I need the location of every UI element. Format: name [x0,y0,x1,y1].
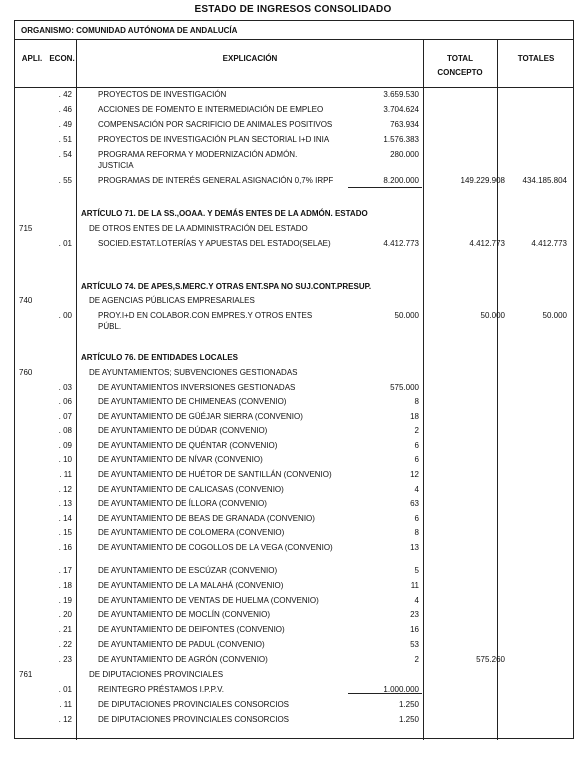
column-divider [497,40,498,740]
description-cell: DE AYUNTAMIENTO DE DEIFONTES (CONVENIO) [98,625,285,634]
group-title: DE DIPUTACIONES PROVINCIALES [89,670,224,679]
column-divider [76,40,77,740]
description-cell: DE AYUNTAMIENTO DE QUÉNTAR (CONVENIO) [98,441,278,450]
econ-cell: . 01 [58,685,72,694]
econ-cell: . 10 [58,455,72,464]
description-cell: DE AYUNTAMIENTO DE ESCÚZAR (CONVENIO) [98,566,278,575]
total-concepto-cell: 149.229.908 [460,176,505,185]
description-cell: PROY.I+D EN COLABOR.CON EMPRES.Y OTROS ENTES PÚBL. [98,311,313,331]
amount-cell: 1.250 [398,715,419,724]
total-concepto-cell: 575.260 [476,655,505,664]
econ-cell: . 42 [58,90,72,99]
description-cell: DE AYUNTAMIENTO DE BEAS DE GRANADA (CONVENIO) [98,514,315,523]
econ-cell: . 16 [58,543,72,552]
amount-cell: 4 [414,596,419,605]
econ-cell: . 21 [58,625,72,634]
econ-cell: . 12 [58,715,72,724]
amount-cell: 3.659.530 [383,90,419,99]
totales-cell: 434.185.804 [522,176,567,185]
amount-cell: 4 [414,485,419,494]
amount-cell: 11 [410,581,419,590]
econ-cell: . 22 [58,640,72,649]
header-total-concepto-2: CONCEPTO [437,68,483,77]
description-cell: DE DIPUTACIONES PROVINCIALES CONSORCIOS [98,715,289,724]
econ-cell: . 49 [58,120,72,129]
organismo-label: ORGANISMO: COMUNIDAD AUTÓNOMA DE ANDALUCÍA [15,21,573,40]
description-cell: DE AYUNTAMIENTO DE VENTAS DE HUELMA (CONVENIO) [98,596,319,605]
amount-cell: 5 [414,566,419,575]
econ-cell: . 03 [58,383,72,392]
header-explicacion: EXPLICACIÓN [222,54,278,63]
econ-cell: . 14 [58,514,72,523]
econ-cell: . 15 [58,528,72,537]
description-cell: DE AYUNTAMIENTO DE AGRÓN (CONVENIO) [98,655,268,664]
econ-cell: . 55 [58,176,72,185]
econ-cell: . 46 [58,105,72,114]
description-cell: PROYECTOS DE INVESTIGACIÓN PLAN SECTORIAL I+D INIA [98,135,330,144]
header-apli: APLI. [21,54,43,63]
amount-cell: 1.000.000 [383,685,419,694]
description-cell: DE AYUNTAMIENTO DE DÚDAR (CONVENIO) [98,426,268,435]
amount-cell: 6 [414,455,419,464]
description-cell: DE AYUNTAMIENTO DE MOCLÍN (CONVENIO) [98,610,271,619]
report-table [14,20,574,739]
description-cell: DE AYUNTAMIENTO DE CHIMENEAS (CONVENIO) [98,397,287,406]
group-title: DE OTROS ENTES DE LA ADMINISTRACIÓN DEL ESTADO [89,224,308,233]
amount-cell: 2 [414,426,419,435]
amount-cell: 4.412.773 [383,239,419,248]
apli-cell: 715 [19,224,33,233]
description-cell: DE AYUNTAMIENTO DE ÍLLORA (CONVENIO) [98,499,267,508]
amount-cell: 16 [410,625,419,634]
amount-cell: 280.000 [390,150,419,159]
econ-cell: . 18 [58,581,72,590]
econ-cell: . 00 [58,311,72,320]
description-cell: DE AYUNTAMIENTO DE COLOMERA (CONVENIO) [98,528,285,537]
amount-cell: 2 [414,655,419,664]
apli-cell: 760 [19,368,33,377]
econ-cell: . 51 [58,135,72,144]
description-cell: DE AYUNTAMIENTOS INVERSIONES GESTIONADAS [98,383,296,392]
econ-cell: . 07 [58,412,72,421]
amount-cell: 575.000 [390,383,419,392]
description-cell: COMPENSACIÓN POR SACRIFICIO DE ANIMALES POSITIVOS [98,120,333,129]
amount-cell: 8.200.000 [383,176,419,185]
econ-cell: . 01 [58,239,72,248]
econ-cell: . 54 [58,150,72,159]
article-title: ARTÍCULO 74. DE APES,S.MERC.Y OTRAS ENT.SPA NO SUJ.CONT.PRESUP. [81,282,372,291]
header-econ: ECON. [49,54,75,63]
subtotal-underline [348,693,422,694]
amount-cell: 6 [414,441,419,450]
group-title: DE AGENCIAS PÚBLICAS EMPRESARIALES [89,296,255,305]
amount-cell: 1.250 [398,700,419,709]
econ-cell: . 20 [58,610,72,619]
amount-cell: 12 [410,470,419,479]
total-concepto-cell: 4.412.773 [469,239,505,248]
econ-cell: . 19 [58,596,72,605]
total-concepto-cell: 50.000 [480,311,505,320]
econ-cell: . 11 [59,470,72,479]
description-cell: DE AYUNTAMIENTO DE PADUL (CONVENIO) [98,640,265,649]
amount-cell: 53 [410,640,419,649]
description-cell: ACCIONES DE FOMENTO E INTERMEDIACIÓN DE EMPLEO [98,105,324,114]
header-totales: TOTALES [517,54,555,63]
group-title: DE AYUNTAMIENTOS; SUBVENCIONES GESTIONADAS [89,368,298,377]
table-header [15,40,573,88]
description-cell: DE AYUNTAMIENTO DE COGOLLOS DE LA VEGA (CONVENIO) [98,543,333,552]
amount-cell: 23 [410,610,419,619]
page-title: ESTADO DE INGRESOS CONSOLIDADO [194,4,392,15]
econ-cell: . 08 [58,426,72,435]
amount-cell: 8 [414,528,419,537]
description-cell: DE DIPUTACIONES PROVINCIALES CONSORCIOS [98,700,289,709]
amount-cell: 63 [410,499,419,508]
amount-cell: 8 [414,397,419,406]
description-cell: DE AYUNTAMIENTO DE CALICASAS (CONVENIO) [98,485,284,494]
econ-cell: . 13 [58,499,72,508]
description-cell: DE AYUNTAMIENTO DE NÍVAR (CONVENIO) [98,455,263,464]
amount-cell: 3.704.624 [383,105,419,114]
article-title: ARTÍCULO 71. DE LA SS.,OOAA. Y DEMÁS ENTES DE LA ADMÓN. ESTADO [81,209,368,218]
econ-cell: . 06 [58,397,72,406]
description-cell: PROYECTOS DE INVESTIGACIÓN [98,90,227,99]
description-cell: DE AYUNTAMIENTO DE LA MALAHÁ (CONVENIO) [98,581,284,590]
description-cell: PROGRAMAS DE INTERÉS GENERAL ASIGNACIÓN 0,7% IRPF [98,176,334,185]
amount-cell: 13 [410,543,419,552]
article-title: ARTÍCULO 76. DE ENTIDADES LOCALES [81,353,238,362]
amount-cell: 763.934 [390,120,419,129]
description-cell: REINTEGRO PRÉSTAMOS I.P.P.V. [98,685,224,694]
subtotal-underline [348,187,422,188]
apli-cell: 761 [19,670,33,679]
amount-cell: 6 [414,514,419,523]
description-cell: PROGRAMA REFORMA Y MODERNIZACIÓN ADMÓN. JUSTICIA [98,150,298,170]
amount-cell: 1.576.383 [383,135,419,144]
totales-cell: 50.000 [542,311,567,320]
header-total-concepto-1: TOTAL [447,54,473,63]
amount-cell: 18 [410,412,419,421]
apli-cell: 740 [19,296,33,305]
econ-cell: . 23 [58,655,72,664]
econ-cell: . 17 [58,566,72,575]
description-cell: DE AYUNTAMIENTO DE GÜÉJAR SIERRA (CONVENIO) [98,412,303,421]
econ-cell: . 12 [58,485,72,494]
description-cell: DE AYUNTAMIENTO DE HUÉTOR DE SANTILLÁN (CONVENIO) [98,470,332,479]
econ-cell: . 09 [58,441,72,450]
amount-cell: 50.000 [394,311,419,320]
description-cell: SOCIED.ESTAT.LOTERÍAS Y APUESTAS DEL ESTADO(SELAE) [98,239,331,248]
totales-cell: 4.412.773 [531,239,567,248]
econ-cell: . 11 [59,700,72,709]
